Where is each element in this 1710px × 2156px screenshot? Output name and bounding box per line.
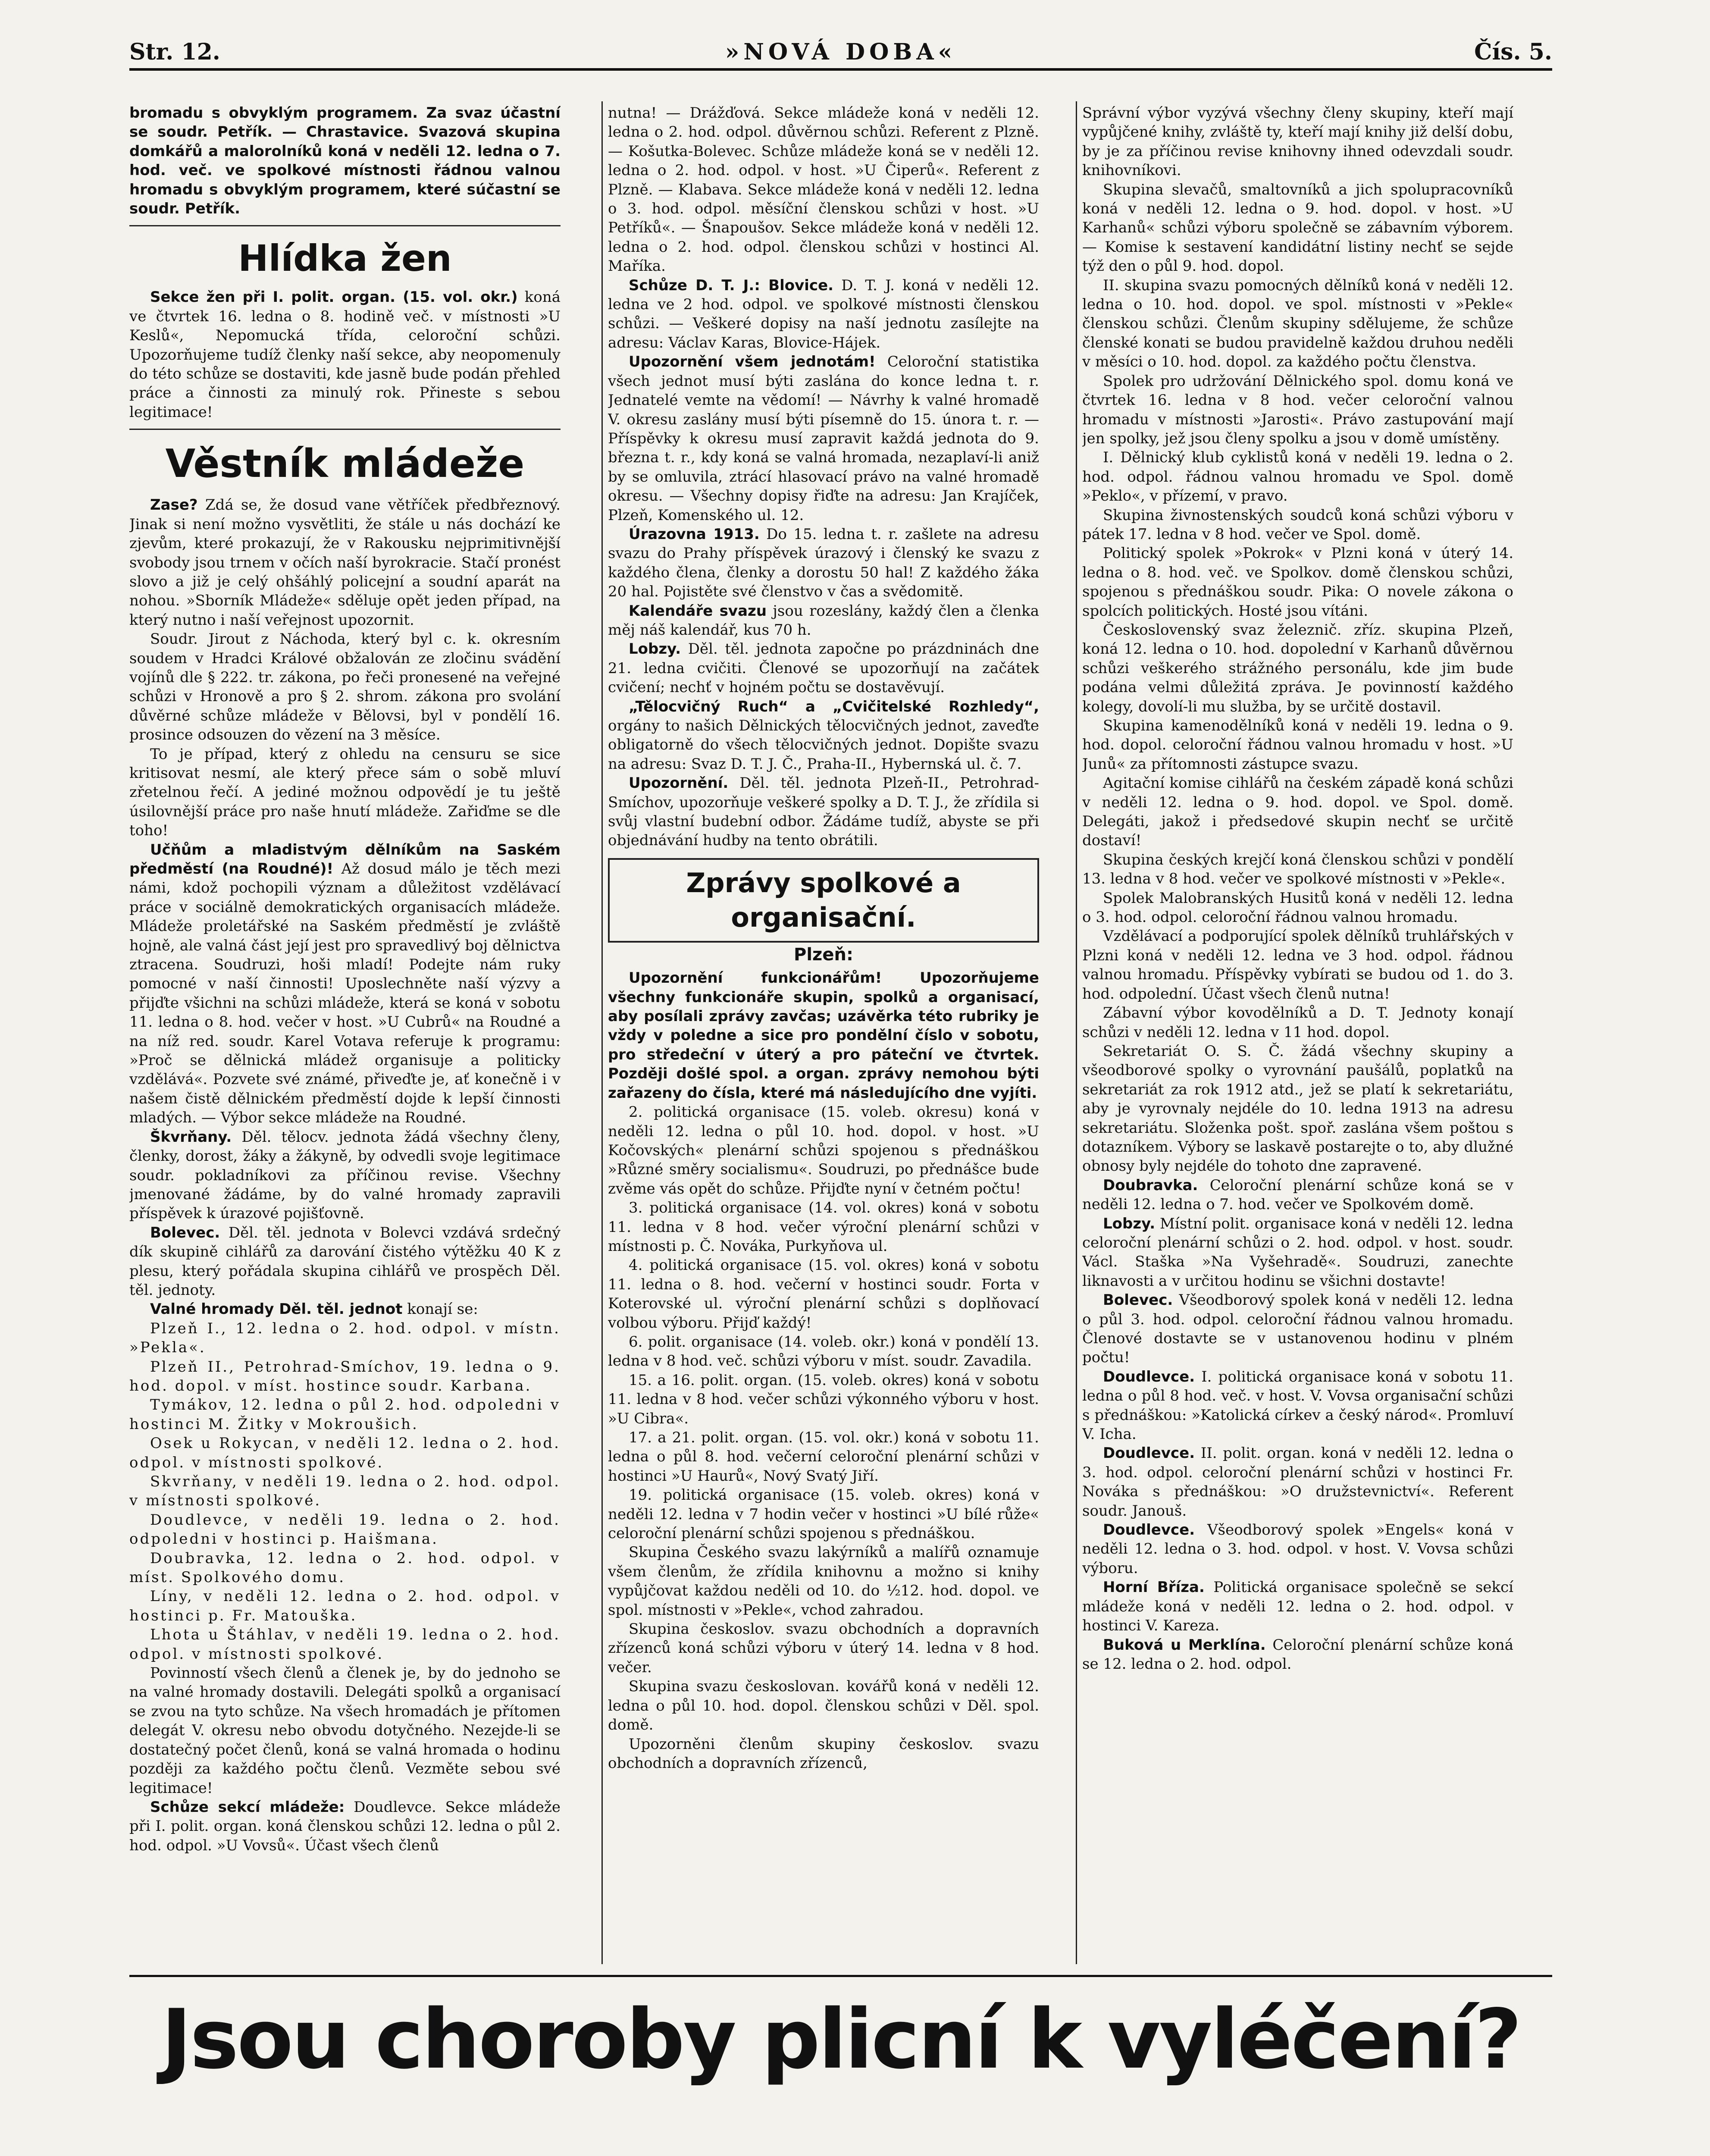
- intro-paragraph: bromadu s obvyklým programem. Za svaz účastní se soudr. Petřík. — Chrastavice. Svazová skupina domkářů a malorolníků koná v neděli 12. ledna o 7. hod. več. ve spolkové místnosti řádnou valnou hromadu s obvyklým programem, které súčastní se soudr. Petřík.: [129, 104, 561, 218]
- list-item: Spolek Malobranských Husitů koná v neděli 12. ledna o 3. hod. odpol. celoroční řádnou valnou hromadu.: [1082, 889, 1513, 926]
- list-item: Skupina svazu českoslovan. kovářů koná v neděli 12. ledna o půl 10. hod. dopol. členskou schůzi v Děl. spol. domě.: [608, 1678, 1039, 1734]
- list-item: Politický spolek »Pokrok« v Plzni koná v úterý 14. ledna o 8. hod. več. ve Spolkov. domě členskou schůzi, spojenou s přednáškou soudr. Pika: O novele zákona o spolcích politických. Hosté jsou vítáni.: [1082, 545, 1513, 620]
- list-item: Skupina Českého svazu lakýrníků a malířů oznamuje všem členům, že zřídila knihovnu a možno si knihy vypůjčovat každou neděli od 10. do ½12. hod. dopol. ve spol. místnosti v »Pekle«, vchod zahradou.: [608, 1544, 1039, 1619]
- article-schuze: [129, 1798, 561, 1855]
- list-item: 2. politická organisace (15. voleb. okresu) koná v neděli 12. ledna o půl 10. hod. dopol. v host. »U Kočovských« plenární schůzi spojenou s přednáškou »Různé směry socialismu«. Soudruzi, po přednášce bude zvěme vás opět do schůze. Přijďte nyní v četném počtu!: [608, 1103, 1039, 1197]
- article-lead: Bolevec.: [150, 1224, 220, 1241]
- list-item: Skupina kamenodělníků koná v neděli 19. ledna o 9. hod. dopol. celoroční řádnou valnou hromadu v host. »U Junů« za přítomnosti zástupce svazu.: [1082, 717, 1513, 773]
- article-funkcionari: [608, 968, 1039, 1103]
- article-text: Děl. těl. jednota započne po prázdninách dne 21. ledna cvičiti. Členové se upozorňují na začátek cvičení; nechť v hojném počtu se dostavěvují.: [608, 640, 1039, 696]
- article-lead: Buková u Merklína.: [1103, 1636, 1266, 1654]
- list-item: Doubravka, 12. ledna o 2. hod. odpol. v míst. Spolkového domu.: [129, 1549, 561, 1586]
- list-item: Zábavní výbor kovodělníků a D. T. Jednoty konají schůzi v neděli 12. ledna v 11 hod. dopol.: [1082, 1004, 1513, 1041]
- article-text: Zdá se, že dosud vane větříček předbřeznový. Jinak si není možno vysvětliti, že stále u nás dochází ke zjevům, které prokazují, že v Rakousku nejprimitivnější svobody jsou trnem v očích naší byrokracie. Stačí pronést slovo a již je celý ohšáhlý policejní a soudní aparát na nohou. »Sborník Mládeže« sděluje opět jeden případ, na který nutno i naší veřejnost upozornit.: [129, 496, 561, 629]
- article-lobzy: [608, 639, 1039, 697]
- article-lead: Schůze D. T. J.: Blovice.: [629, 276, 834, 294]
- article-lead: Škvrňany.: [150, 1128, 232, 1146]
- subsection-plzen: Plzeň:: [794, 944, 853, 965]
- article-paragraph: To je případ, který z ohledu na censuru se sice kritisovat nesmí, ale který přece sám o sobě mluví zřetelnou řečí. A jediné možnou odpovědí je tu ještě úsilovnější práce pro naše hnutí mládeže. Zařiďme se dle toho!: [129, 745, 561, 840]
- list-item: 3. politická organisace (14. vol. okres) koná v sobotu 11. ledna v 8 hod. večer výroční plenární schůzi v místnosti p. Č. Nováka, Purkyňova ul.: [608, 1199, 1039, 1255]
- article-lead: Upozornění všem jednotám!: [629, 353, 876, 371]
- article-text: Všeodborový spolek koná v neděli 12. ledna o půl 3. hod. odpol. celoroční řádnou valnou hromadu. Členové dostavte se v ustanovenou hodinu v plném počtu!: [1082, 1291, 1513, 1366]
- article-doudlevce: [1082, 1520, 1513, 1578]
- list-item: Plzeň II., Petrohrad-Smíchov, 19. ledna o 9. hod. dopol. v míst. hostince soudr. Karbana.: [129, 1358, 561, 1395]
- article-text: Do 15. ledna t. r. zašlete na adresu svazu do Prahy příspěvek úrazový i členský ke svazu z každého člena, členky a dorostu 50 hal! Z každého žáka 20 hal. Pojistěte své členstvo v čas a svědomitě.: [608, 525, 1039, 601]
- article-bolevec: [1082, 1291, 1513, 1367]
- article-text: Celoroční statistika všech jednot musí býti zaslána do konce ledna t. r. Jednatelé vemte na vědomí! — Návrhy k valné hromadě V. okresu zaslány musí býti písemně do 15. února t. r. — Příspěvky k okresu musí zapravit každá jednota do 9. března t. r., kdy koná se valná hromada, nezaplaví-li aniž by se omluvila, ztrácí hlasovací právo na valné hromadě okresu. — Všechny dopisy řiďte na adresu: Jan Krajíček, Plzeň, Komenského ul. 12.: [608, 353, 1039, 524]
- article-bukova: [1082, 1636, 1513, 1674]
- article-lead: Úrazovna 1913.: [629, 525, 760, 543]
- column-divider: [1076, 101, 1077, 1964]
- list-item: Skupina českých krejčí koná členskou schůzi v pondělí 13. ledna v 8 hod. večer ve spolkové místnosti v »Pekle«.: [1082, 851, 1513, 888]
- article-upozorneni2: [608, 774, 1039, 850]
- list-item: Agitační komise cihlářů na českém západě koná schůzi v neděli 12. ledna o 9. hod. dopol. ve Spol. domě. Delegáti, jakož i předsedové skupin nechť se určitě dostaví!: [1082, 774, 1513, 849]
- article-lobzy: [1082, 1214, 1513, 1291]
- list-item: Upozorněni členům skupiny českoslov. svazu obchodních a dopravních zřízenců,: [608, 1735, 1039, 1772]
- article-text: Až dosud málo je těch mezi námi, kdož pochopili význam a důležitost vzdělávací práce v sociálně demokratických organisacích mládeže. Mládeže proletářské na Saském předměstí je zvláště hojně, ale valná část její jest pro spravedlivý boj dělnictva ztracena. Soudruzi, hoši mladí! Podejte nám ruky pomocné v naší činnosti! Uposlechněte naší výzvy a přijďte všichni na schůzi mládeže, která se koná v sobotu 11. ledna o 8. hod. večer v host. »U Cubrů« na Roudné a na níž red. soudr. Karel Votava referuje k programu: »Proč se dělnická mládež organisuje a politicky vzdělává«. Pozvete své známé, přiveďte je, ať konečně i v našem čistě dělnickém předměstí dojde k lepší činnosti mladých. — Výbor sekce mládeže na Roudné.: [129, 860, 561, 1127]
- list-item: Doudlevce, v neděli 19. ledna o 2. hod. odpoledni v hostinci p. Haišmana.: [129, 1511, 561, 1548]
- article-lead: Učňům a mladistvým dělníkům na Saském předměstí (na Roudné)!: [129, 841, 561, 877]
- article-lead: „Tělocvičný Ruch“ a „Cvičitelské Rozhledy“,: [629, 698, 1039, 715]
- article-doudlevce: [1082, 1367, 1513, 1444]
- list-item: Tymákov, 12. ledna o půl 2. hod. odpoledni v hostinci M. Žitky v Mokroušich.: [129, 1396, 561, 1433]
- section-title-zpravy: Zprávy spolkové a organisační.: [686, 867, 961, 933]
- article-text: Děl. tělocv. jednota žádá všechny členy, členky, dorost, žáky a žákyně, by odvedli svoje legitimace soudr. pokladníkovi za příčinou revise. Všechny jmenované žádáme, by do valné hromady zapravili příspěvek k úrazové pojišťovně.: [129, 1128, 561, 1222]
- list-item: 19. politická organisace (15. voleb. okres) koná v neděli 12. ledna v 7 hodin večer v hostinci »U bílé růže« celoroční plenární schůzi spojenou s přednáškou.: [608, 1486, 1039, 1542]
- article-paragraph: nutna! — Drážďová. Sekce mládeže koná v neděli 12. ledna o 2. hod. odpol. důvěrnou schůzi. Referent z Plzně. — Košutka-Bolevec. Schůze mládeže koná se v neděli 12. ledna o 2. hod. odpol. v host. »U Čiperů«. Referent z Plzně. — Klabava. Sekce mládeže koná v neděli 12. ledna o 3. hod. odpol. měsíční členskou schůzi v host. »U Petříků«. — Šnapoušov. Sekce mládeže koná v neděli 12. ledna o 2. hod. odpol. členskou schůzi v hostinci Al. Maříka.: [608, 104, 1039, 275]
- article-text: Děl. těl. jednota v Bolevci vzdává srdečný dík skupině cihlářů za darování čistého výtěžku 40 K z plesu, který pořádala skupina cihlářů ve prospěch Děl. těl. jednoty.: [129, 1224, 561, 1299]
- article-text: D. T. J. koná v neděli 12. ledna ve 2 hod. odpol. ve spolkové místnosti členskou schůzi. — Veškeré dopisy na naší jednotu zasílejte na adresu: Václav Karas, Blovice-Hájek.: [608, 276, 1039, 351]
- section-title-vestnik: Věstník mládeže: [165, 441, 525, 487]
- article-lead: Lobzy.: [1103, 1215, 1156, 1232]
- article-urazovna: [608, 525, 1039, 602]
- article-zase: [129, 495, 561, 630]
- advert-headline: Jsou choroby plicní k vyléčení?: [161, 1992, 1521, 2087]
- column-divider: [601, 101, 603, 1964]
- article-text: Všeodborový spolek »Engels« koná v neděli 12. ledna o 3. hod. odpol. v host. V. Vovsa schůzi výboru.: [1082, 1521, 1513, 1577]
- list-item: Líny, v neděli 12. ledna o 2. hod. odpol. v hostinci p. Fr. Matouška.: [129, 1588, 561, 1624]
- article-paragraph: Soudr. Jirout z Náchoda, který byl c. k. okresním soudem v Hradci Králové obžalován ze zločinu svádění vojínů dle § 222. tr. zákona, po řeči pronesené na veřejné schůzi v Hronově a pro § 2. shrom. zákona pro svolání důvěrné schůze mládeže v Bělovsi, byl v pondělí 16. prosince odsouzen do vězení na 3 měsíce.: [129, 630, 561, 744]
- page-number: Str. 12.: [129, 39, 220, 65]
- article-lead: Doudlevce.: [1103, 1368, 1195, 1385]
- article-text: Politická organisace společně se sekcí mládeže koná v neděli 12. ledna o 2. hod. odpol. v hostinci V. Kareza.: [1082, 1579, 1513, 1635]
- article-hlidka: [129, 288, 561, 422]
- list-item: Skupina slevačů, smaltovníků a jich spolupracovníků koná v neděli 12. ledna o 9. hod. dopol. v host. »U Karhanů« schůzi výboru společně se zábavním výborem. — Komise k sestavení kandidátní listiny nechť se sejde týž den o půl 9. hod. dopol.: [1082, 181, 1513, 275]
- article-text: Celoroční plenární schůze koná se v neděli 12. ledna o 7. hod. večer ve Spolkovém domě.: [1082, 1176, 1513, 1213]
- article-lead: Kalendáře svazu: [629, 602, 767, 620]
- header-rule: [129, 68, 1552, 71]
- article-kalendare: [608, 602, 1039, 640]
- article-text: Upozorňujeme všechny funkcionáře skupin, spolků a organisací, aby posílali zprávy zavčas; uzávěrka této rubriky je vždy v poledne a sice pro pondělní číslo v sobotu, pro středeční v úterý a pro páteční ve čtvrtek. Později došlé spol. a organ. zprávy nemohou býti zařazeny do čísla, které má následujícího dne vyjíti.: [608, 969, 1039, 1102]
- article-text: koná ve čtvrtek 16. ledna o 8. hodině več. v místnosti »U Keslů«, Nepomucká třída, celoroční schůzi. Upozorňujeme tudíž členky naší sekce, aby neopomenuly do této schůze se dostaviti, kde jasně bude podán přehled práce a činnosti za minulý rok. Přineste s sebou legitimace!: [129, 288, 561, 421]
- article-doubravka: [1082, 1176, 1513, 1214]
- article-doudlevce: [1082, 1444, 1513, 1520]
- article-valne: [129, 1300, 561, 1319]
- masthead-title: »NOVÁ DOBA«: [725, 39, 957, 65]
- column-3: [1082, 103, 1513, 1966]
- section-rule: [129, 225, 561, 226]
- list-item: Správní výbor vyzývá všechny členy skupiny, kteří mají vypůjčené knihy, zvláště ty, kteří mají knihy již delší dobu, by je za příčinou revise knihovny ihned odevzdali soudr. knihovníkovi.: [1082, 104, 1513, 179]
- article-ucnum: [129, 840, 561, 1128]
- advert-rule: [129, 1975, 1552, 1977]
- list-item: Vzdělávací a podporující spolek dělníků truhlářských v Plzni koná v neděli 12. ledna ve 3 hod. odpol. řádnou valnou hromadu. Příspěvky vybírati se budou od 1. do 3. hod. odpolední. Účast všech členů nutna!: [1082, 928, 1513, 1003]
- article-lead: Upozornění.: [629, 774, 729, 792]
- issue-number: Čís. 5.: [1474, 39, 1552, 65]
- article-lead: Zase?: [150, 496, 198, 514]
- article-text: Děl. těl. jednota Plzeň-II., Petrohrad-Smíchov, upozorňuje veškeré spolky a D. T. J., že zřídila si svůj vlastní budební odbor. Žádáme tudíž, abyste se při objednávání hudby na tento obrátili.: [608, 774, 1039, 849]
- list-item: I. Dělnický klub cyklistů koná v neděli 19. ledna o 2. hod. odpol. řádnou valnou hromadu ve Spol. domě »Peklo«, v přízemí, v pravo.: [1082, 449, 1513, 505]
- article-upozorneni: [608, 352, 1039, 525]
- list-item: Československý svaz železnič. zříz. skupina Plzeň, koná 12. ledna o 10. hod. dopolední v Karhanů důvěrnou schůzi veškerého strážného personálu, kde jim bude podána velmi důležitá zpráva. Je povinností každého kolegy, dovolí-li mu služba, by se určitě dostavil.: [1082, 621, 1513, 715]
- list-item: Spolek pro udržování Dělnického spol. domu koná ve čtvrtek 16. ledna v 8 hod. večer celoroční valnou hromadu v místnosti »Jarosti«. Právo zastupování mají jen spolky, jež jsou členy spolku a jsou v domě umístěny.: [1082, 372, 1513, 447]
- article-dtj: [608, 276, 1039, 353]
- article-lead: Doudlevce.: [1103, 1445, 1195, 1462]
- list-item: Osek u Rokycan, v neděli 12. ledna o 2. hod. odpol. v místnosti spolkové.: [129, 1435, 561, 1471]
- article-text: Místní polit. organisace koná v neděli 12. ledna celoroční plenární schůzi o 2. hod. odpol. v host. soudr. Václ. Staška »Na Vyšehradě«. Soudruzi, zanechte liknavosti a v určitou hodinu se všichni dostavte!: [1082, 1215, 1513, 1290]
- article-telocvicny: [608, 697, 1039, 774]
- section-box-zpravy: [608, 858, 1039, 943]
- article-lead: Bolevec.: [1103, 1291, 1173, 1309]
- article-text: jsou rozeslány, každý člen a členka měj náš kalendář, kus 70 h.: [608, 602, 1039, 639]
- list-item: Skupina živnostenských soudců koná schůzi výboru v pátek 17. ledna v 8 hod. večer ve Spol. domě.: [1082, 506, 1513, 543]
- article-text: orgány to našich Dělnických tělocvičných jednot, zaveďte obligatorně do všech tělocvičných jednot. Dopište svazu na adresu: Svaz D. T. J. Č., Praha-II., Hybernská ul. č. 7.: [608, 717, 1039, 773]
- article-horni-briza: [1082, 1578, 1513, 1635]
- list-item: Lhota u Štáhlav, v neděli 19. ledna o 2. hod. odpol. v místnosti spolkové.: [129, 1626, 561, 1663]
- article-text: Celoroční plenární schůze koná se 12. ledna o 2. hod. odpol.: [1082, 1636, 1513, 1673]
- article-paragraph: Povinností všech členů a členek je, by do jednoho se na valné hromady dostavili. Delegáti spolků a organisací se zvou na tyto schůze. Na všech hromadách je přítomen delegát V. okresu nebo obvodu dotyčného. Nezejde-li se dostatečný počet členů, koná se valná hromada o hodinu později za každého počtu členů. Vezměte sebou své legitimace!: [129, 1664, 561, 1797]
- page-header: [129, 39, 1552, 69]
- article-text: I. politická organisace koná v sobotu 11. ledna o půl 8 hod. več. v host. V. Vovsa organisační schůzi s přednáškou: »Katolická církev a český národ«. Promluví V. Icha.: [1082, 1368, 1513, 1443]
- article-lead: Sekce žen při I. polit. organ. (15. vol. okr.): [150, 288, 518, 306]
- article-skvrnany: [129, 1128, 561, 1223]
- list-item: 4. politická organisace (15. vol. okres) koná v sobotu 11. ledna o 8. hod. večerní v hostinci soudr. Forta v Koterovské ul. výroční plenární schůzi s doplňovací volbou výboru. Přijď každý!: [608, 1257, 1039, 1332]
- column-1: [129, 103, 561, 1966]
- article-bolevec: [129, 1223, 561, 1300]
- article-text: Doudlevce. Sekce mládeže při I. polit. organ. koná členskou schůzi 12. ledna o půl 2. hod. odpol. »U Vovsů«. Účast všech členů: [129, 1798, 561, 1854]
- article-text: konají se:: [407, 1300, 478, 1318]
- column-2: [608, 103, 1039, 1966]
- article-lead: Schůze sekcí mládeže:: [150, 1798, 345, 1816]
- article-lead: Doudlevce.: [1103, 1521, 1195, 1539]
- section-title-hlidka: Hlídka žen: [238, 237, 452, 280]
- article-lead: Upozornění funkcionářům!: [629, 969, 882, 987]
- article-lead: Lobzy.: [629, 640, 681, 658]
- list-item: Skvrňany, v neděli 19. ledna o 2. hod. odpol. v místnosti spolkové.: [129, 1473, 561, 1510]
- article-lead: Horní Bříza.: [1103, 1579, 1205, 1596]
- list-item: 17. a 21. polit. organ. (15. vol. okr.) koná v sobotu 11. ledna o půl 8. hod. večerní celoroční plenární schůzi v hostinci »U Haurů«, Nový Svatý Jiří.: [608, 1429, 1039, 1485]
- list-item: Plzeň I., 12. ledna o 2. hod. odpol. v místn. »Pekla«.: [129, 1319, 561, 1357]
- section-rule: [129, 429, 561, 430]
- list-item: 6. polit. organisace (14. voleb. okr.) koná v pondělí 13. ledna v 8 hod. več. schůzi výboru v míst. soudr. Zavadila.: [608, 1333, 1039, 1370]
- article-lead: Doubravka.: [1103, 1176, 1198, 1194]
- list-item: II. skupina svazu pomocných dělníků koná v neděli 12. ledna o 10. hod. dopol. ve spol. místnosti v »Pekle« členskou schůzi. Členům skupiny sdělujeme, že schůze členské konati se budou pravidelně každou druhou neděli v měsíci o 10. hod. dopol. za každého počtu členstva.: [1082, 276, 1513, 371]
- list-item: Sekretariát O. S. Č. žádá všechny skupiny a všeodborové spolky o vyrovnání paušálů, poplatků na sekretariát za rok 1912 atd., jež se platí k sekretariátu, aby je vyrovnaly nejdéle do 10. ledna 1913 na adresu sekretariátu. Složenka pošt. spoř. zaslána všem poštou s dotazníkem. Výbory se laskavě postarejte o to, aby dlužné obnosy byly nejdéle do tohoto dne zapravené.: [1082, 1042, 1513, 1175]
- article-text: II. polit. organ. koná v neděli 12. ledna o 3. hod. odpol. celoroční plenární schůzi v hostinci Fr. Nováka s přednáškou: »O družstevnictví«. Referent soudr. Janouš.: [1082, 1445, 1513, 1520]
- list-item: 15. a 16. polit. organ. (15. voleb. okres) koná v sobotu 11. ledna v 8 hod. večer schůzi výkonného výboru v host. »U Cibra«.: [608, 1371, 1039, 1427]
- list-item: Skupina českoslov. svazu obchodních a dopravních zřízenců koná schůzi výboru v úterý 14. ledna v 8 hod. večer.: [608, 1620, 1039, 1676]
- article-lead: Valné hromady Děl. těl. jednot: [150, 1300, 403, 1318]
